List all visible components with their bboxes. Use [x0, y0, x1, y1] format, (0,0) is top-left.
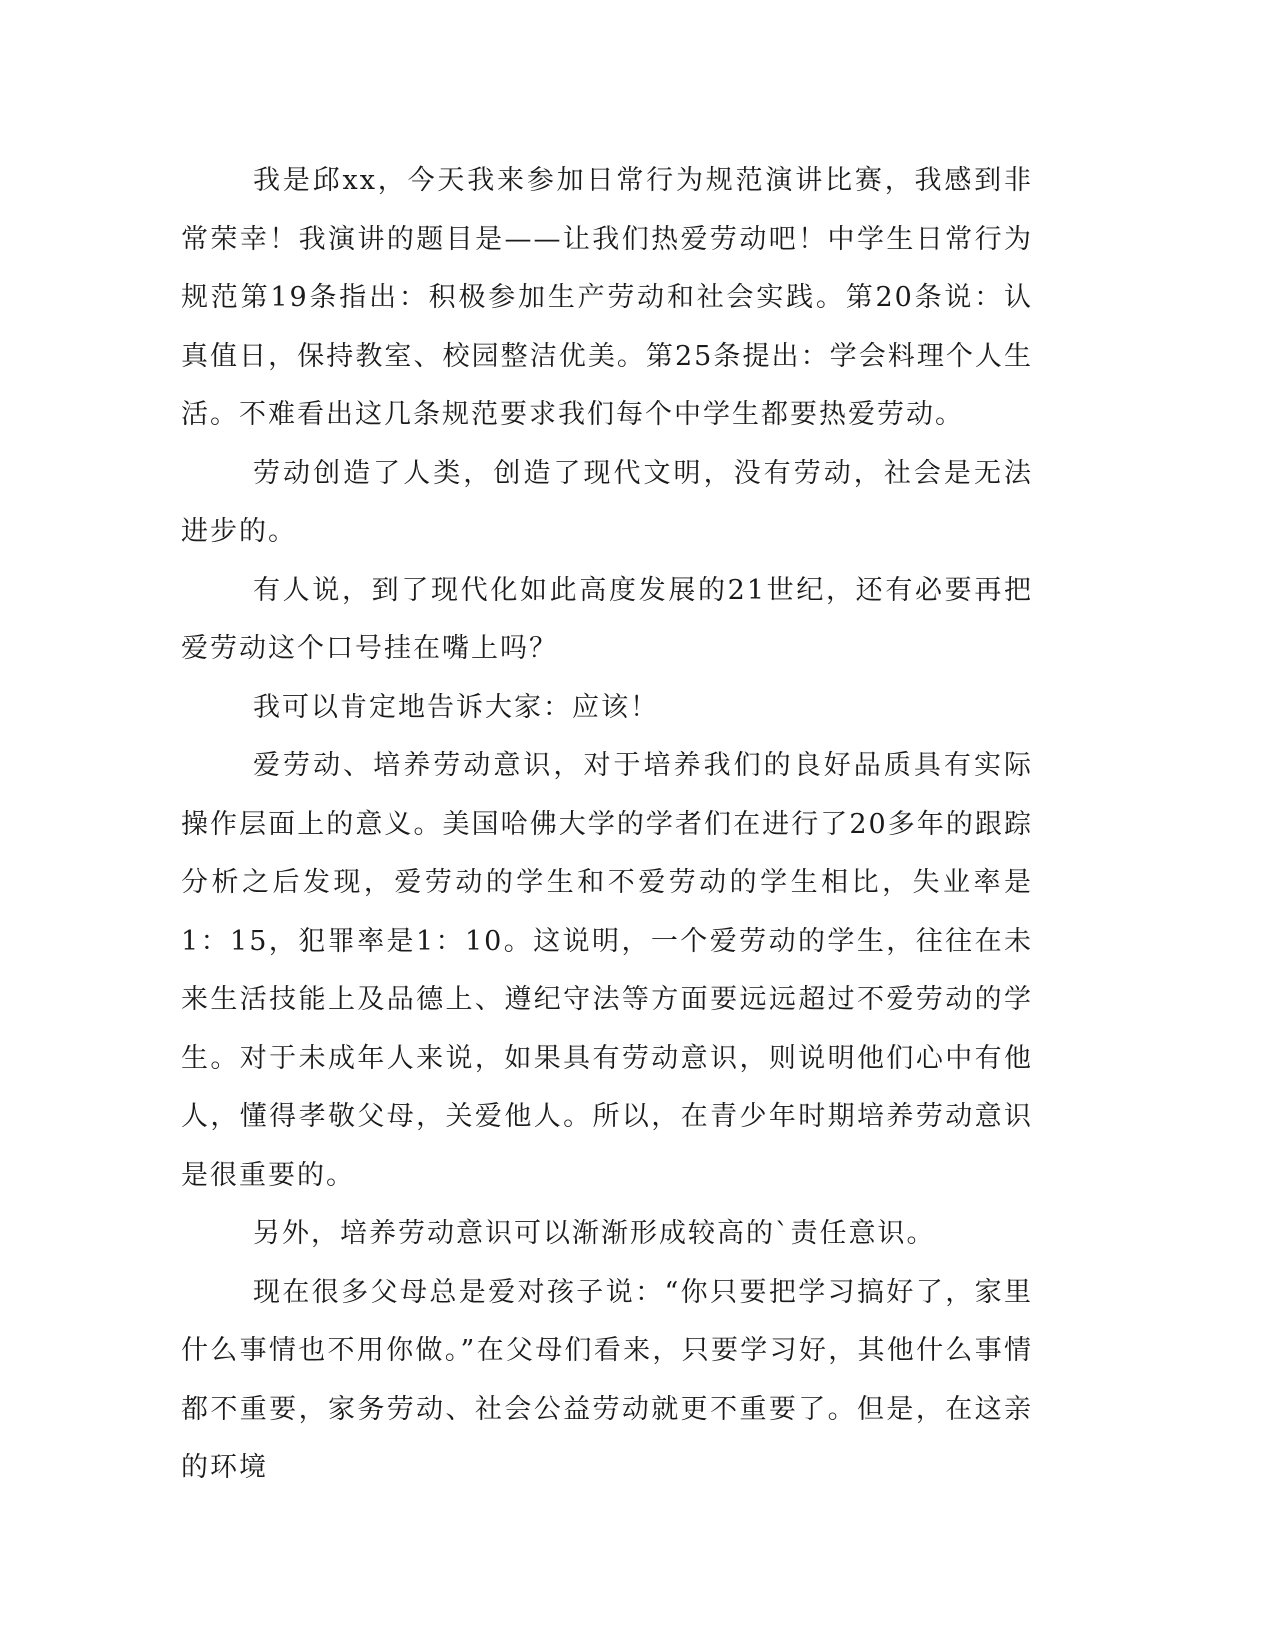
paragraph-question: 有人说，到了现代化如此高度发展的21世纪，还有必要再把爱劳动这个口号挂在嘴上吗？: [181, 574, 1033, 664]
document-body: [181, 152, 1033, 1498]
paragraph-responsibility: 另外，培养劳动意识可以渐渐形成较高的`责任意识。: [253, 1218, 936, 1249]
paragraph-parents: 现在很多父母总是爱对孩子说：“你只要把学习搞好了，家里什么事情也不用你做。”在父母们看来，只要学习好，其他什么事情都不重要，家务劳动、社会公益劳动就更不重要了。但是，在这亲的环境: [181, 1276, 1033, 1483]
paragraph-intro: 我是邱xx，今天我来参加日常行为规范演讲比赛，我感到非常荣幸！我演讲的题目是——让我们热爱劳动吧！中学生日常行为规范第19条指出：积极参加生产劳动和社会实践。第20条说：认真值日，保持教室、校园整洁优美。第25条提出：学会料理个人生活。不难看出这几条规范要求我们每个中学生都要热爱劳动。: [181, 165, 1033, 430]
paragraph-harvard-study: 爱劳动、培养劳动意识，对于培养我们的良好品质具有实际操作层面上的意义。美国哈佛大学的学者们在进行了20多年的跟踪分析之后发现，爱劳动的学生和不爱劳动的学生相比，失业率是1：15，犯罪率是1：10。这说明，一个爱劳动的学生，往往在未来生活技能上及品德上、遵纪守法等方面要远远超过不爱劳动的学生。对于未成年人来说，如果具有劳动意识，则说明他们心中有他人，懂得孝敬父母，关爱他人。所以，在青少年时期培养劳动意识是很重要的。: [181, 750, 1033, 1191]
paragraph-labor-creates-humanity: 劳动创造了人类，创造了现代文明，没有劳动，社会是无法进步的。: [181, 457, 1033, 547]
paragraph-answer: 我可以肯定地告诉大家：应该！: [253, 691, 659, 723]
